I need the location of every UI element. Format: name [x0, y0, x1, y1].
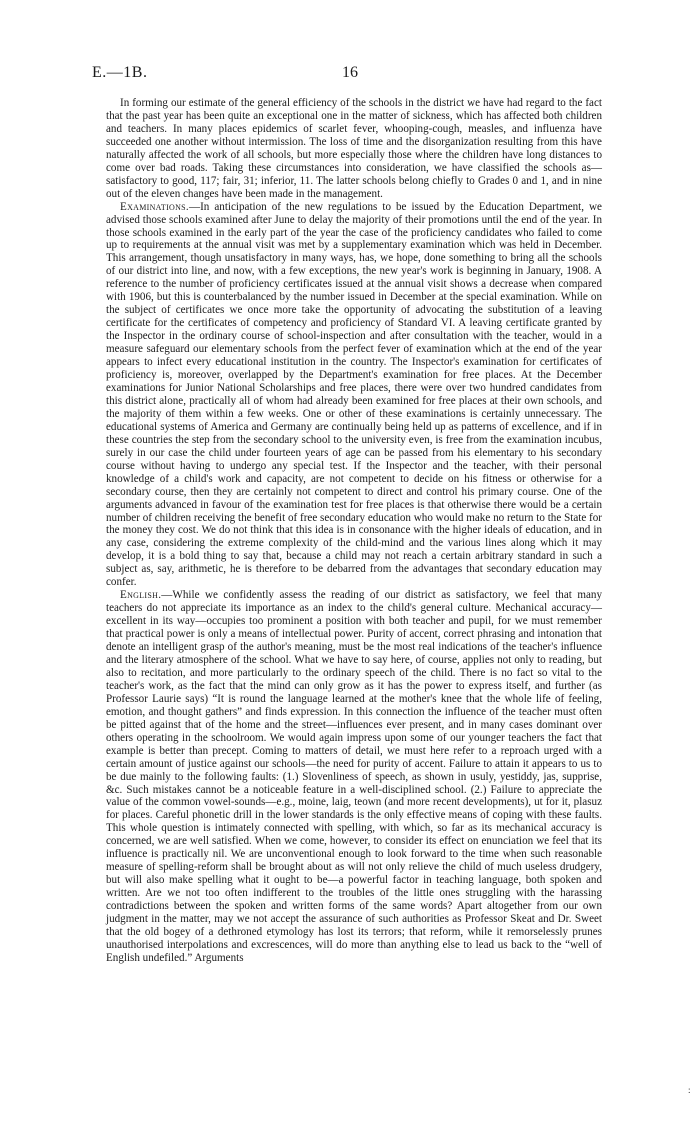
paragraph-english [106, 589, 602, 965]
page-header [92, 64, 608, 84]
paragraph-examinations [106, 201, 602, 590]
paragraph-text: —In anticipation of the new regulations to be issued by the Education Department, we advised those schools examined after June to delay the majority of their promotions until the end of the year. In those schools examined in the early part of the year the case of the proficiency candidates who failed to come up to requirements at the annual visit was met by a supplementary examination which was held in December. This arrangement, though unsatisfactory in many ways, has, we hope, done something to bring all the schools of our district into line, and now, with a few exceptions, the new year's work is beginning in January, 1908. A reference to the number of proficiency certificates issued at the annual visit shows a decrease when compared with 1906, but this is counterbalanced by the number issued in December at the special examination. While on the subject of certificates we once more take the opportunity of advocating the substitution of a leaving certificate for the certificates of competency and proficiency of Standard VI. A leaving certificate granted by the Inspector in the ordinary course of school-inspection and after consultation with the teacher, would in a measure safeguard our elementary schools from the perfect fever of examination which at the end of the year appears to infect every educational institution in the country. The Inspector's examination for certificates of proficiency is, moreover, overlapped by the Department's examination for free places. At the December examinations for Junior National Scholarships and free places, there were over two hundred candidates from this district alone, practically all of whom had already been examined for free places at their own schools, and the majority of them within a few weeks. One or other of these examinations is certainly unnecessary. The educational systems of America and Germany are continually being held up as patterns of excellence, and if in these countries the step from the secondary school to the university even, is free from the examination incubus, surely in our case the child under fourteen years of age can be passed from his elementary to his secondary course without having to undergo any special test. If the Inspector and the teacher, with their personal knowledge of a child's work and capacity, are not competent to decide on his fitness or otherwise for a secondary course, then they are certainly not competent to direct and control his primary course. One of the arguments advanced in favour of the examination test for free places is that otherwise there would be a certain number of children receiving the benefit of free secondary education who would make no return to the State for the money they cost. We do not think that this idea is in consonance with the higher ideals of education, and in any case, considering the extreme complexity of the child-mind and the various lines along which it may develop, it is a bold thing to say that, because a child may not reach a certain arbitrary standard in such a subject as, say, arithmetic, he is therefore to be debarred from the advantages that secondary education may confer. [106, 200, 602, 589]
margin-mark: : [688, 1085, 691, 1095]
page-number: 16 [342, 64, 358, 81]
document-code: E.—1B. [92, 64, 148, 81]
paragraph-text: In forming our estimate of the general efficiency of the schools in the district we have had regard to the fact that the past year has been quite an exceptional one in the matter of sickness, which has affected both children and teachers. In many places epidemics of scarlet fever, whooping-cough, measles, and influenza have succeeded one another without intermission. The loss of time and the disorganization resulting from this have naturally affected the work of all schools, but more especially those where the children have long distances to come over bad roads. Taking these circumstances into consideration, we have classified the schools as—satisfactory to good, 117; fair, 31; inferior, 11. The latter schools belong chiefly to Grades 0 and 1, and in nine out of the eleven changes have been made in the management. [106, 97, 602, 200]
body-text [106, 97, 602, 965]
section-heading-english: English. [120, 589, 162, 602]
paragraph-efficiency [106, 97, 602, 201]
paragraph-text: —While we confidently assess the reading of our district as satisfactory, we feel that many teachers do not appreciate its importance as an index to the child's general culture. Mechanical accuracy—excellent in its way—occupies too prominent a position with both teacher and pupil, for we must remember that practical power is only a means of intellectual power. Purity of accent, correct phrasing and intonation that denote an intelligent grasp of the author's meaning, must be the most real indications of the teacher's influence and the literary atmosphere of the school. What we have to say here, of course, applies not only to reading, but also to recitation, and more particularly to the ordinary speech of the child. There is no fact so vital to the teacher's work, as the fact that the mind can only grow as it has the power to express itself, and further (as Professor Laurie says) “It is round the language learned at the mother's knee that the whole life of feeling, emotion, and thought gathers” and finds expression. In this connection the influence of the teacher must often be pitted against that of the home and the street—influences ever present, and in many cases dominant over others operating in the schoolroom. We would again impress upon some of our younger teachers the fact that example is better than precept. Coming to matters of detail, we must here refer to a reproach urged with a certain amount of justice against our schools—the need for purity of accent. Failure to attain it appears to us to be due mainly to the following faults: (1.) Slovenliness of speech, as shown in usuly, yestiddy, jas, supprise, &c. Such mistakes cannot be a noticeable feature in a well-disciplined school. (2.) Failure to appreciate the value of the common vowel-sounds—e.g., moine, laig, teown (and more recent developments), ut for it, plasuz for places. Careful phonetic drill in the lower standards is the only effective means of coping with these faults. This whole question is intimately connected with spelling, with which, so far as its mechanical accuracy is concerned, we are well satisfied. When we come, however, to consider its effect on enunciation we feel that its influence is practically nil. We are unconventional enough to look forward to the time when such reasonable measure of spelling-reform shall be brought about as will not only relieve the child of much useless drudgery, but will also make spelling what it ought to be—a powerful factor in teaching language, both spoken and written. Are we not too often indifferent to the troubles of the little ones struggling with the harassing contradictions between the spoken and written forms of the same words? Apart altogether from our own judgment in the matter, may we not accept the assurance of such authorities as Professor Skeat and Dr. Sweet that the old bogey of a dethroned etymology has lost its terrors; that reform, while it remorselessly prunes unauthorised interpolations and excrescences, will do more than anything else to lead us back to the “well of English undefiled.” Arguments [106, 589, 602, 964]
section-heading-examinations: Examinations. [120, 200, 190, 213]
